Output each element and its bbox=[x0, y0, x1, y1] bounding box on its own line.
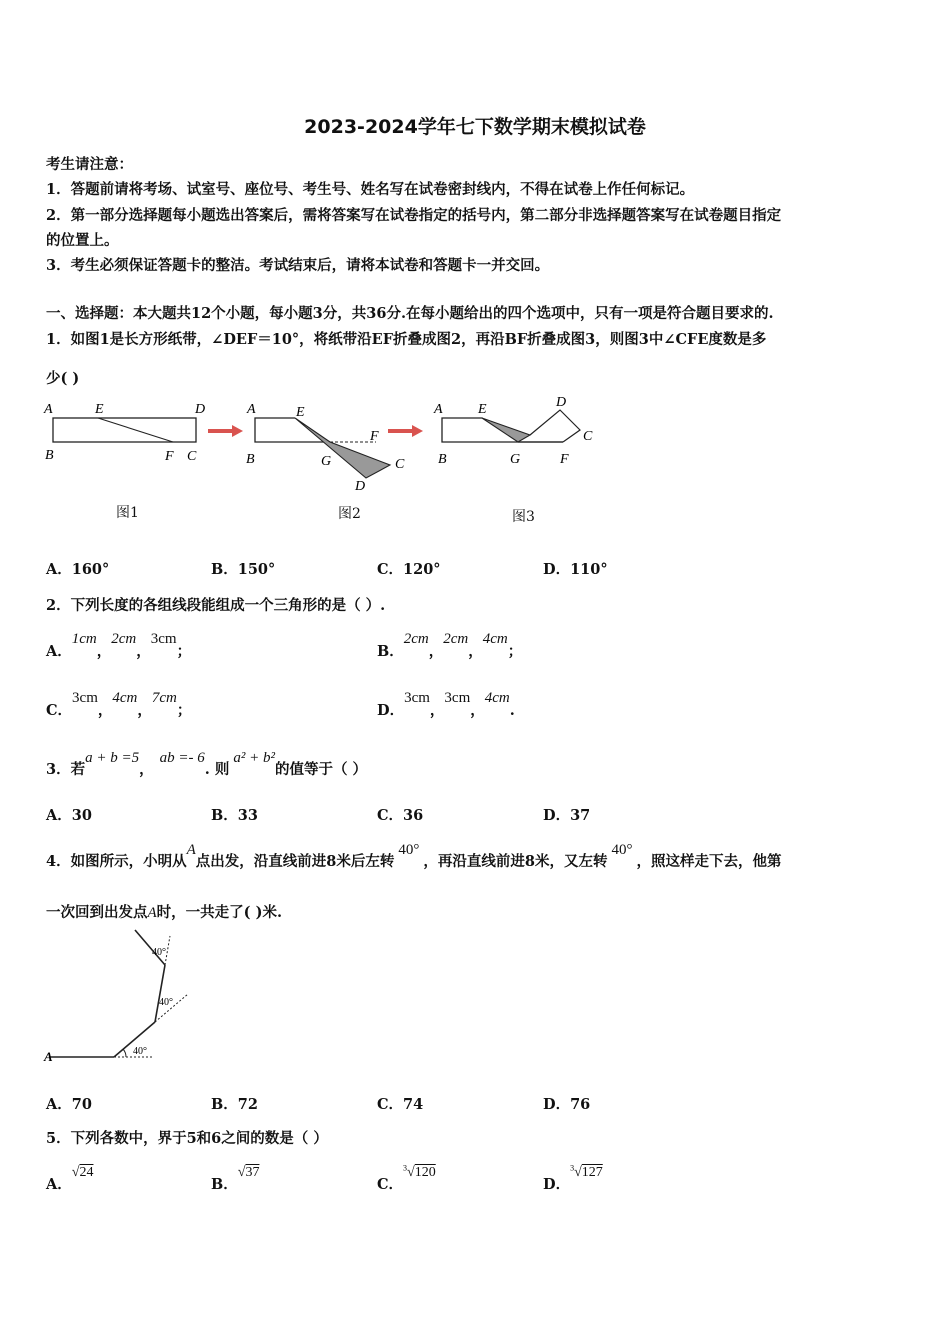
q1-option-d: D．110° bbox=[543, 561, 608, 578]
svg-text:B: B bbox=[438, 452, 447, 467]
q5-option-a: A．√24 bbox=[46, 1165, 94, 1193]
svg-text:F: F bbox=[560, 452, 569, 467]
figure-1-caption: 图1 bbox=[116, 505, 139, 521]
q3-option-a: A．30 bbox=[46, 807, 92, 824]
figure-2-caption: 图2 bbox=[338, 506, 361, 522]
figure-1-diagram bbox=[43, 402, 205, 464]
q4-option-c: C．74 bbox=[377, 1096, 424, 1113]
svg-text:E: E bbox=[95, 402, 104, 417]
svg-text:G: G bbox=[510, 452, 521, 467]
notice-item: 的位置上。 bbox=[46, 232, 119, 249]
q3-option-b: B．33 bbox=[211, 807, 258, 824]
notice-header: 考生请注意： bbox=[46, 156, 133, 173]
svg-text:F: F bbox=[370, 429, 379, 444]
svg-text:A: A bbox=[434, 402, 443, 417]
svg-text:D: D bbox=[195, 402, 206, 417]
svg-text:D: D bbox=[556, 395, 567, 410]
svg-text:A: A bbox=[44, 402, 53, 417]
q3-stem: 3．若a + b =5，ab =- 6. 则a² + b²的值等于（ ） bbox=[46, 750, 368, 778]
svg-text:40°: 40° bbox=[133, 1046, 147, 1057]
svg-text:F: F bbox=[165, 449, 174, 464]
q4-option-b: B．72 bbox=[211, 1096, 258, 1113]
q1-stem-continued: 少( ) bbox=[46, 370, 80, 387]
svg-text:40°: 40° bbox=[152, 947, 166, 958]
figure-3-caption: 图3 bbox=[512, 509, 535, 525]
notice-item: 2．第一部分选择题每小题选出答案后，需将答案写在试卷指定的括号内，第二部分非选择题答案写在试卷题目指定 bbox=[46, 207, 782, 224]
q4-stem: 4．如图所示，小明从A点出发，沿直线前进8米后左转40°，再沿直线前进8米，又左转40°，照这样走下去，他第 bbox=[46, 842, 782, 870]
svg-text:E: E bbox=[296, 405, 305, 420]
q3-option-d: D．37 bbox=[543, 807, 591, 824]
q3-option-c: C．36 bbox=[377, 807, 424, 824]
svg-text:E: E bbox=[478, 402, 487, 417]
svg-text:C: C bbox=[187, 449, 197, 464]
svg-text:C: C bbox=[395, 457, 405, 472]
q1-option-c: C．120° bbox=[377, 561, 441, 578]
svg-text:B: B bbox=[246, 452, 255, 467]
q2-option-c: C．3cm，4cm，7cm； bbox=[46, 690, 192, 719]
notice-item: 3．考生必须保证答题卡的整洁。考试结束后，请将本试卷和答题卡一并交回。 bbox=[46, 257, 550, 274]
q2-option-a: A．1cm，2cm，3cm； bbox=[46, 631, 192, 660]
notice-item: 1．答题前请将考场、试室号、座位号、考生号、姓名写在试卷密封线内，不得在试卷上作任何标记。 bbox=[46, 181, 695, 198]
q2-stem: 2．下列长度的各组线段能组成一个三角形的是（ ）. bbox=[46, 597, 386, 614]
svg-text:C: C bbox=[583, 429, 593, 444]
q4-option-d: D．76 bbox=[543, 1096, 591, 1113]
q2-option-d: D．3cm，3cm，4cm. bbox=[377, 690, 515, 719]
q2-option-b: B．2cm，2cm，4cm； bbox=[377, 631, 523, 660]
q1-stem: 1．如图1是长方形纸带，∠DEF＝10°，将纸带沿EF折叠成图2，再沿BF折叠成图3，则图3中∠CFE度数是多 bbox=[46, 331, 767, 348]
section-heading: 一、选择题：本大题共12个小题，每小题3分，共36分.在每小题给出的四个选项中，只有一项是符合题目要求的. bbox=[46, 305, 774, 322]
figure-2-diagram bbox=[246, 402, 405, 494]
svg-text:B: B bbox=[45, 448, 54, 463]
svg-text:A: A bbox=[44, 1049, 53, 1064]
figure-3-diagram bbox=[433, 395, 593, 467]
q4-stem-continued: 一次回到出发点A时，一共走了( )米. bbox=[46, 904, 282, 921]
q4-figure bbox=[42, 928, 202, 1064]
q5-option-b: B．√37 bbox=[211, 1165, 260, 1193]
q5-option-d: D．$^3$√127 bbox=[543, 1163, 603, 1193]
q1-option-b: B．150° bbox=[211, 561, 276, 578]
page-title: 2023-2024学年七下数学期末模拟试卷 bbox=[304, 116, 646, 138]
svg-text:G: G bbox=[321, 454, 332, 469]
q1-option-a: A．160° bbox=[46, 561, 110, 578]
q5-option-c: C．$^3$√120 bbox=[377, 1163, 436, 1193]
q5-stem: 5．下列各数中，界于5和6之间的数是（ ） bbox=[46, 1130, 328, 1147]
svg-text:40°: 40° bbox=[159, 997, 173, 1008]
svg-text:D: D bbox=[355, 479, 366, 494]
q4-option-a: A．70 bbox=[46, 1096, 92, 1113]
svg-text:A: A bbox=[247, 402, 256, 417]
